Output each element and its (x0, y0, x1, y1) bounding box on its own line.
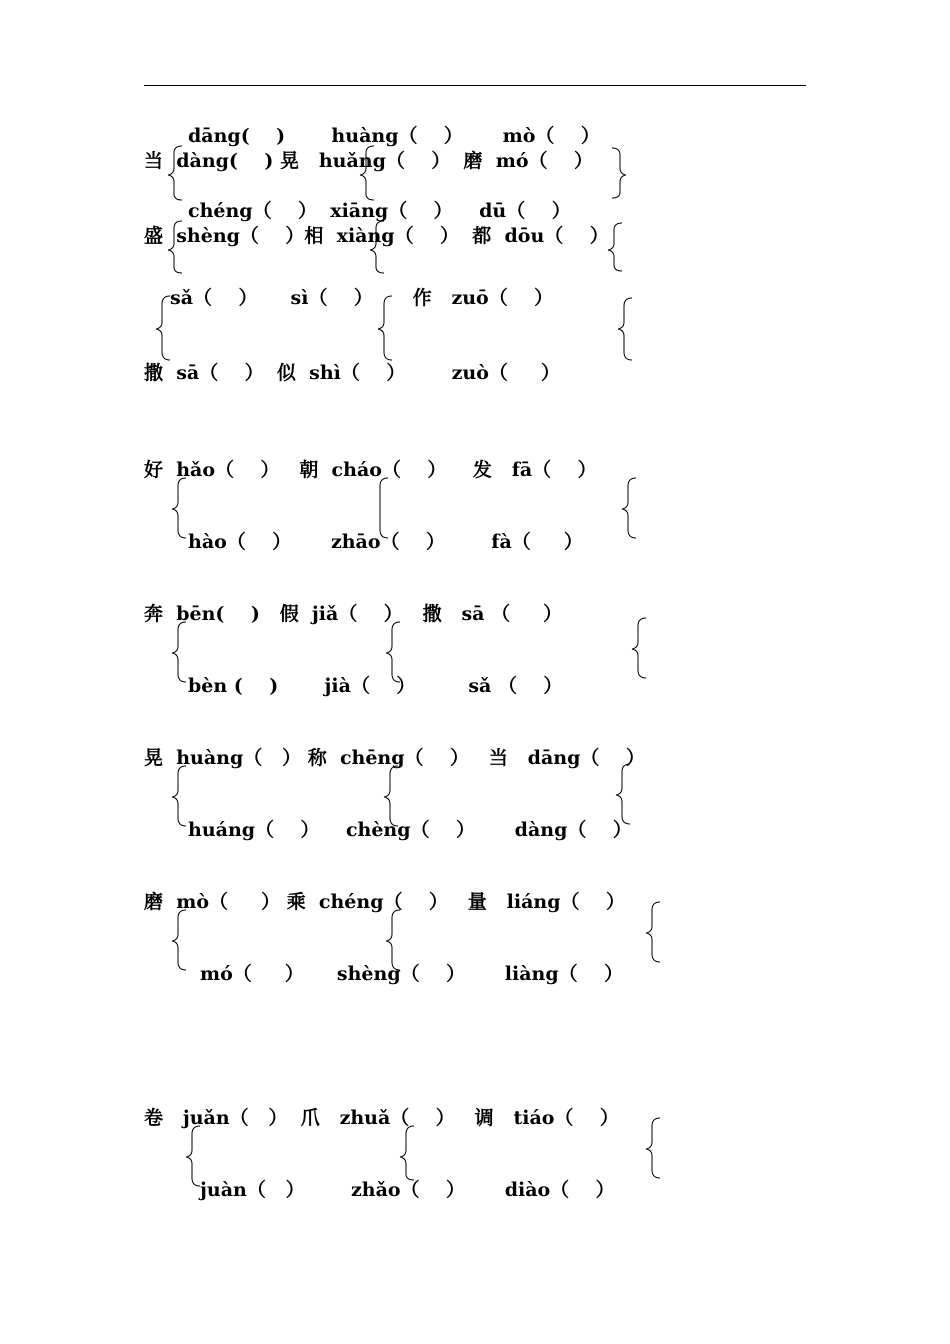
exercise-row: 撒 sā（ ） 似 shì（ ） zuò（ ） (144, 362, 560, 384)
brace (156, 296, 170, 360)
brace (380, 478, 388, 538)
exercise-row: 奔 bēn( ) 假 jiǎ（ ） 撒 sā （ ） (144, 603, 563, 625)
exercise-row: 卷 juǎn（ ） 爪 zhuǎ（ ） 调 tiáo（ ） (144, 1107, 619, 1129)
brace (646, 1118, 660, 1178)
exercise-row: 盛 shèng（ ）相 xiàng（ ） 都 dōu（ ） (144, 225, 609, 247)
brace (168, 221, 182, 273)
exercise-row: 晃 huàng（ ） 称 chēng（ ） 当 dāng（ ） (144, 747, 645, 769)
exercise-row: 当 dàng( ) 晃 huǎng（ ） 磨 mó（ ） (144, 150, 594, 172)
exercise-row: bèn ( ) jià（ ） sǎ （ ） (188, 675, 563, 697)
brace (360, 146, 374, 200)
exercise-row: dāng( ) huàng（ ） mò（ ） (188, 125, 600, 147)
brace (384, 766, 398, 826)
brace (386, 910, 400, 970)
exercise-row: hào（ ） zhāo（ ） fà（ ） (188, 531, 583, 553)
exercise-row: juàn（ ） zhǎo（ ） diào（ ） (200, 1179, 615, 1201)
exercise-row: 好 hǎo（ ） 朝 cháo（ ） 发 fā（ ） (144, 459, 597, 481)
brace (172, 622, 186, 682)
brace (172, 766, 186, 826)
brace (608, 223, 622, 271)
brace (616, 764, 630, 824)
brace (370, 221, 384, 273)
brace (632, 618, 646, 678)
brace (612, 148, 626, 198)
exercise-row: chéng（ ） xiāng（ ） dū（ ） (188, 200, 571, 222)
brace (386, 622, 400, 682)
brace (618, 298, 632, 360)
brace (646, 902, 660, 962)
exercise-row: mó（ ） shèng（ ） liàng（ ） (200, 963, 624, 985)
exercise-row: huáng（ ） chèng（ ） dàng（ ） (188, 819, 632, 841)
brace (172, 478, 186, 538)
brace (400, 1126, 414, 1180)
brace (622, 478, 636, 538)
exercise-row: sǎ（ ） sì（ ） 作 zuō（ ） (170, 287, 554, 309)
brace (168, 146, 182, 200)
brace (378, 296, 392, 360)
exercise-row: 磨 mò（ ） 乘 chéng（ ） 量 liáng（ ） (144, 891, 625, 913)
brace (172, 910, 186, 970)
brace (186, 1126, 200, 1186)
